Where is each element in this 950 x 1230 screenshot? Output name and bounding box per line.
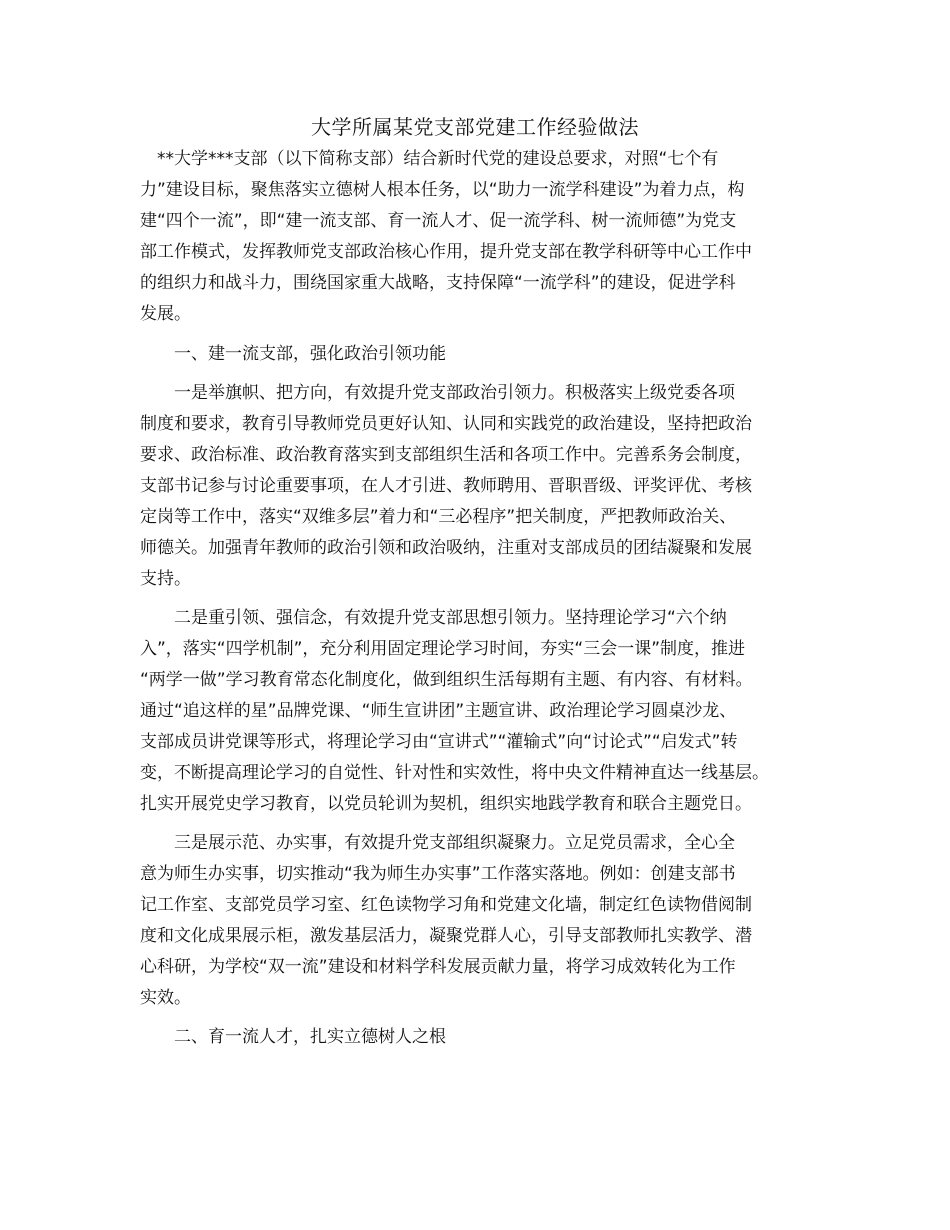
text-line: 实效。 <box>140 988 191 1008</box>
text-line: 支部书记参与讨论重要事项，在人才引进、教师聘用、晋职晋级、评奖评优、考核 <box>140 476 752 496</box>
text-line: 二、育一流人才，扎实立德树人之根 <box>140 1027 446 1047</box>
text-line: 支持。 <box>140 569 191 589</box>
text-line: 入”，落实“四学机制”，充分利用固定理论学习时间，夯实“三会一课”制度，推进 <box>140 639 746 659</box>
text-line: 的组织力和战斗力，围绕国家重大战略，支持保障“一流学科”的建设，促进学科 <box>140 273 736 293</box>
text-line: “两学一做”学习教育常态化制度化，做到组织生活每期有主题、有内容、有材料。 <box>140 670 753 690</box>
text-line: 支部成员讲党课等形式，将理论学习由“宣讲式”“灌输式”向“讨论式”“启发式”转 <box>140 732 738 752</box>
paragraph-organizational-cohesion <box>140 828 822 1014</box>
text-line: 扎实开展党史学习教育，以党员轮训为契机，组织实地践学教育和联合主题党日。 <box>140 794 752 814</box>
paragraph-intro <box>140 144 822 330</box>
text-line: 三是展示范、办实事，有效提升党支部组织凝聚力。立足党员需求，全心全 <box>140 833 735 853</box>
text-line: 力”建设目标，聚焦落实立德树人根本任务，以“助力一流学科建设”为着力点，构 <box>140 180 745 200</box>
paragraph-political-leadership <box>140 378 822 595</box>
section-heading-2 <box>140 1022 822 1053</box>
text-line: 建“四个一流”，即“建一流支部、育一流人才、促一流学科、树一流师德”为党支 <box>140 211 737 231</box>
text-line: 通过“追这样的星”品牌党课、“师生宣讲团”主题宣讲、政治理论学习圆桌沙龙、 <box>140 701 737 721</box>
text-line: 二是重引领、强信念，有效提升党支部思想引领力。坚持理论学习“六个纳 <box>140 608 727 628</box>
text-line: 变，不断提高理论学习的自觉性、针对性和实效性，将中央文件精神直达一线基层。 <box>140 763 769 783</box>
text-line: **大学***支部（以下简称支部）结合新时代党的建设总要求，对照“七个有 <box>140 149 719 169</box>
text-line: 心科研，为学校“双一流”建设和材料学科发展贡献力量，将学习成效转化为工作 <box>140 957 736 977</box>
text-line: 记工作室、支部党员学习室、红色读物学习角和党建文化墙，制定红色读物借阅制 <box>140 895 752 915</box>
text-line: 一、建一流支部，强化政治引领功能 <box>140 344 446 364</box>
text-line: 部工作模式，发挥教师党支部政治核心作用，提升党支部在教学科研等中心工作中 <box>140 242 752 262</box>
text-line: 度和文化成果展示柜，激发基层活力，凝聚党群人心，引导支部教师扎实教学、潜 <box>140 926 752 946</box>
section-heading-1 <box>140 339 822 370</box>
text-line: 意为师生办实事，切实推动“我为师生办实事”工作落实落地。例如：创建支部书 <box>140 864 736 884</box>
text-line: 发展。 <box>140 304 191 324</box>
document-title: 大学所属某党支部党建工作经验做法 <box>311 115 639 139</box>
paragraph-ideological-leadership <box>140 603 822 820</box>
text-line: 要求、政治标准、政治教育落实到支部组织生活和各项工作中。完善系务会制度， <box>140 445 752 465</box>
text-line: 定岗等工作中，落实“双维多层”着力和“三必程序”把关制度，严把教师政治关、 <box>140 507 737 527</box>
text-line: 一是举旗帜、把方向，有效提升党支部政治引领力。积极落实上级党委各项 <box>140 383 735 403</box>
text-line: 师德关。加强青年教师的政治引领和政治吸纳，注重对支部成员的团结凝聚和发展 <box>140 538 752 558</box>
text-line: 制度和要求，教育引导教师党员更好认知、认同和实践党的政治建设，坚持把政治 <box>140 414 752 434</box>
